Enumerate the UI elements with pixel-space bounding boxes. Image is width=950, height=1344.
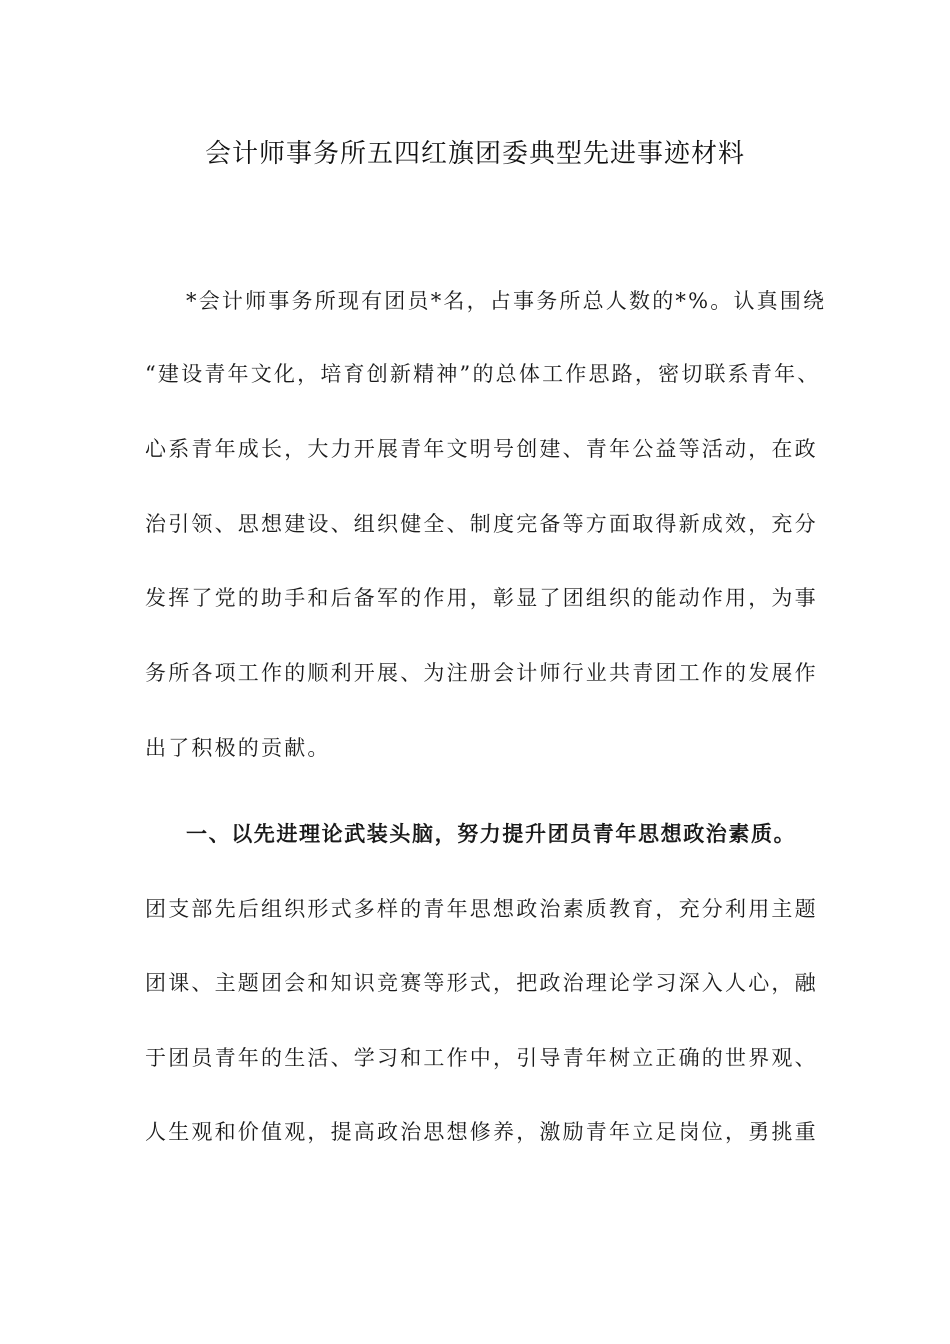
paragraph-line: *会计师事务所现有团员*名，占事务所总人数的*%。认真围绕 — [186, 289, 827, 313]
paragraph-line: 团支部先后组织形式多样的青年思想政治素质教育，充分利用主题 — [145, 897, 818, 921]
paragraph-line: 于团员青年的生活、学习和工作中，引导青年树立正确的世界观、 — [145, 1046, 818, 1070]
document-title: 会计师事务所五四红旗团委典型先进事迹材料 — [204, 139, 745, 169]
paragraph-line: 发挥了党的助手和后备军的作用，彰显了团组织的能动作用，为事 — [145, 586, 818, 610]
paragraph-line: 团课、主题团会和知识竞赛等形式，把政治理论学习深入人心，融 — [145, 971, 818, 995]
paragraph-line: 务所各项工作的顺利开展、为注册会计师行业共青团工作的发展作 — [145, 661, 818, 685]
paragraph-line: “建设青年文化，培育创新精神”的总体工作思路，密切联系青年、 — [145, 362, 821, 386]
paragraph-line: 心系青年成长，大力开展青年文明号创建、青年公益等活动，在政 — [145, 437, 818, 461]
paragraph-line: 治引领、思想建设、组织健全、制度完备等方面取得新成效，充分 — [145, 512, 818, 536]
paragraph-line: 出了积极的贡献。 — [145, 736, 331, 760]
paragraph-line: 人生观和价值观，提高政治思想修养，激励青年立足岗位，勇挑重 — [145, 1120, 818, 1144]
section-heading: 一、以先进理论武装头脑，努力提升团员青年思想政治素质。 — [186, 821, 797, 846]
